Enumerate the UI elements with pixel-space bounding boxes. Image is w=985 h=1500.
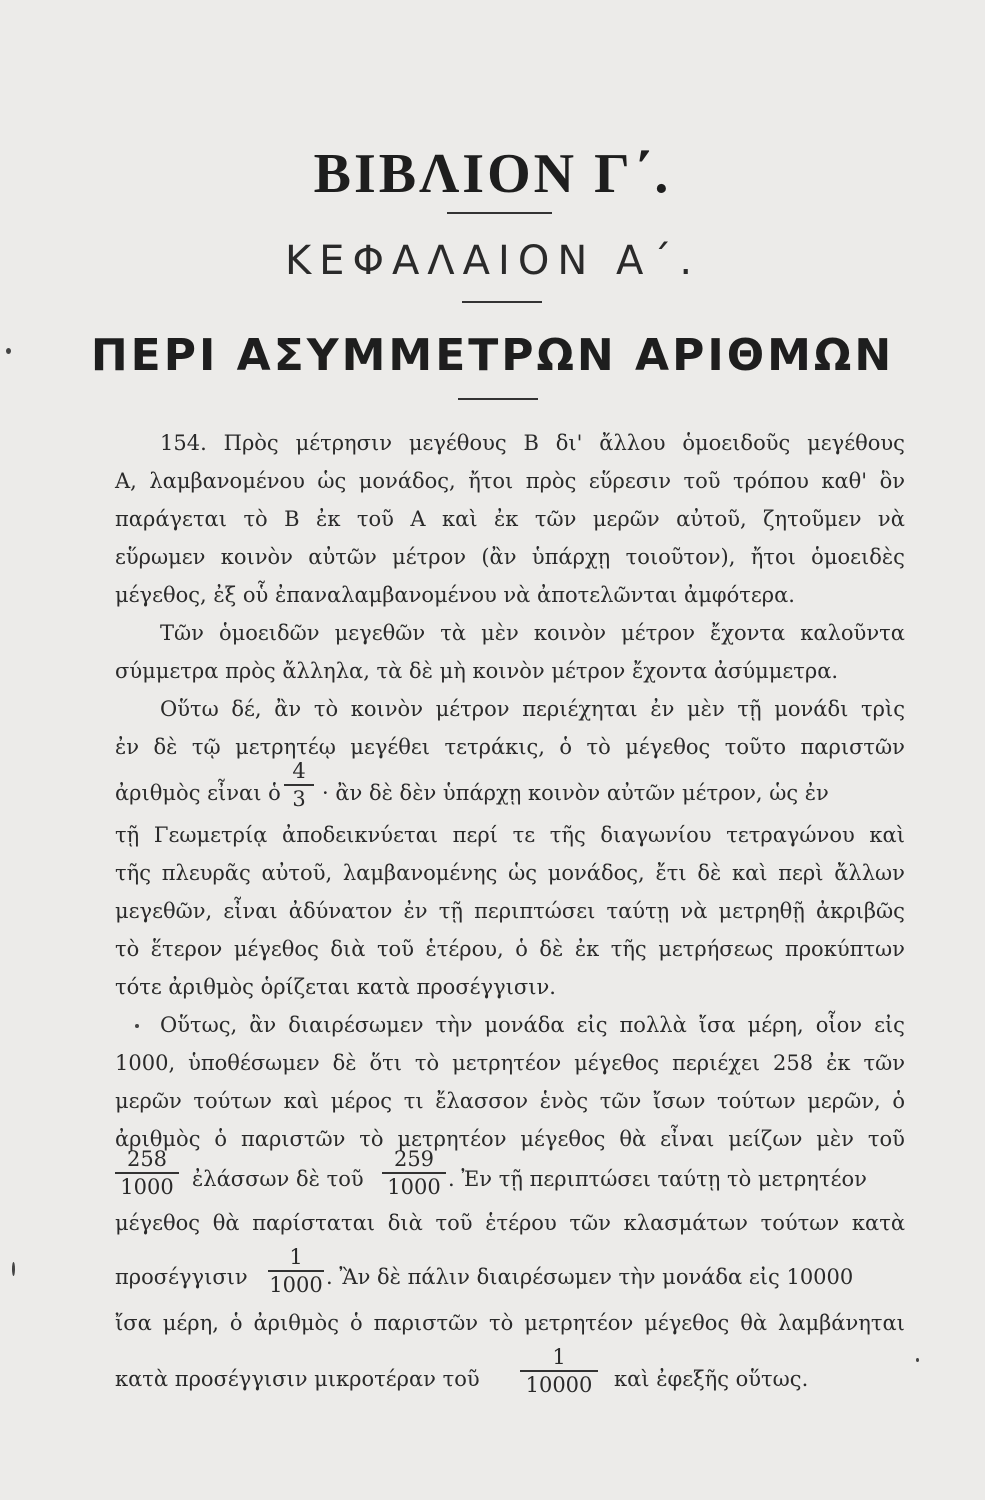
text-fragment: προσέγγισιν [115,1265,248,1289]
text-line: μέγεθος, ἐξ οὗ ἐπαναλαμβανομένου νὰ ἀποτελῶνται ἀμφότερα. [115,583,795,607]
text-line: τότε ἀριθμὸς ὁρίζεται κατὰ προσέγγισιν. [115,975,556,999]
fraction-259-1000 [382,1148,446,1198]
text-line: Οὕτως, ἂν διαιρέσωμεν τὴν μονάδα εἰς πολλὰ ἴσα μέρη, οἷον εἰς [160,1013,905,1037]
text-line: τῆς πλευρᾶς αὐτοῦ, λαμβανομένης ὡς μονάδος, ἔτι δὲ καὶ περὶ ἄλλων [115,861,905,885]
ink-speck [6,348,11,354]
text-line: Τῶν ὁμοειδῶν μεγεθῶν τὰ μὲν κοινὸν μέτρον ἔχοντα καλοῦντα [160,621,905,645]
chapter-rule [462,301,542,303]
fraction-denominator: 1000 [120,1175,174,1199]
fraction-numerator: 1 [289,1245,303,1269]
text-line: ἀριθμὸς ὁ παριστῶν τὸ μετρητέον μέγεθος θὰ εἶναι μείζων μὲν τοῦ [115,1127,905,1151]
text-line: ἴσα μέρη, ὁ ἀριθμὸς ὁ παριστῶν τὸ μετρητέον μέγεθος θὰ λαμβάνηται [115,1311,905,1335]
text-line: ἐν δὲ τῷ μετρητέῳ μεγέθει τετράκις, ὁ τὸ μέγεθος τοῦτο παριστῶν [115,735,905,759]
fraction-numerator: 4 [292,759,306,783]
title-rule [447,212,552,214]
text-line: εὕρωμεν κοινὸν αὐτῶν μέτρον (ἂν ὑπάρχῃ τοιοῦτον), ἤτοι ὁμοειδὲς [115,545,905,569]
fraction-denominator: 1000 [269,1273,323,1297]
chapter-title: ΚΕΦΑΛΑΙΟΝ Α΄. [284,238,701,284]
section-rule [458,398,538,400]
fraction-1-1000 [268,1246,324,1296]
text-fragment: ἐλάσσων δὲ τοῦ [192,1167,364,1191]
fraction-bar [284,784,314,786]
text-line: μέγεθος θὰ παρίσταται διὰ τοῦ ἑτέρου τῶν κλασμάτων τούτων κατὰ [115,1211,905,1235]
text-fragment: . Ἐν τῇ περιπτώσει ταύτῃ τὸ μετρητέον [448,1167,867,1191]
text-fragment: κατὰ προσέγγισιν μικροτέραν τοῦ [115,1367,480,1391]
text-fragment: · ἂν δὲ δὲν ὑπάρχῃ κοινὸν αὐτῶν μέτρον, ὡς ἐν [322,781,829,805]
text-line: 154. Πρὸς μέτρησιν μεγέθους Β δι' ἄλλου ὁμοειδοῦς μεγέθους [160,431,905,455]
fraction-numerator: 258 [126,1147,168,1171]
fraction-258-1000 [115,1148,179,1198]
text-line: παράγεται τὸ Β ἐκ τοῦ Α καὶ ἐκ τῶν μερῶν αὐτοῦ, ζητοῦμεν νὰ [115,507,905,531]
text-line: τὸ ἕτερον μέγεθος διὰ τοῦ ἑτέρου, ὁ δὲ ἐκ τῆς μετρήσεως προκύπτων [115,937,905,961]
fraction-denominator: 3 [292,787,306,811]
fraction-numerator: 1 [552,1345,566,1369]
text-line: Α, λαμβανομένου ὡς μονάδος, ἤτοι πρὸς εὕρεσιν τοῦ τρόπου καθ' ὃν [115,469,905,493]
fraction-bar [115,1172,179,1174]
text-line: σύμμετρα πρὸς ἄλληλα, τὰ δὲ μὴ κοινὸν μέτρον ἔχοντα ἀσύμμετρα. [115,659,839,683]
text-fragment: ἀριθμὸς εἶναι ὁ [115,781,281,805]
ink-speck [916,1358,919,1362]
fraction-4-3 [284,760,314,810]
fraction-1-10000 [520,1346,598,1396]
ink-speck [12,1262,15,1276]
text-fragment: καὶ ἐφεξῆς οὕτως. [614,1367,809,1391]
ink-speck [135,1024,139,1028]
fraction-numerator: 259 [393,1147,435,1171]
fraction-bar [268,1270,324,1272]
fraction-bar [520,1370,598,1372]
fraction-denominator: 10000 [525,1373,593,1397]
text-fragment: . Ἂν δὲ πάλιν διαιρέσωμεν τὴν μονάδα εἰς 10000 [326,1265,854,1289]
text-line: μεγεθῶν, εἶναι ἀδύνατον ἐν τῇ περιπτώσει ταύτῃ νὰ μετρηθῇ ἀκριβῶς [115,899,905,923]
text-line: 1000, ὑποθέσωμεν δὲ ὅτι τὸ μετρητέον μέγεθος περιέχει 258 ἐκ τῶν [115,1051,905,1075]
text-line: μερῶν τούτων καὶ μέρος τι ἔλασσον ἑνὸς τῶν ἴσων τούτων μερῶν, ὁ [115,1089,905,1113]
book-title: ΒΙΒΛΙΟΝ Γ΄. [313,143,672,205]
fraction-bar [382,1172,446,1174]
text-line: Οὕτω δέ, ἂν τὸ κοινὸν μέτρον περιέχηται ἐν μὲν τῇ μονάδι τρὶς [160,697,905,721]
fraction-denominator: 1000 [387,1175,441,1199]
section-title: ΠΕΡΙ ΑΣΥΜΜΕΤΡΩΝ ΑΡΙΘΜΩΝ [90,330,895,381]
text-line: τῇ Γεωμετρίᾳ ἀποδεικνύεται περί τε τῆς διαγωνίου τετραγώνου καὶ [115,823,905,847]
